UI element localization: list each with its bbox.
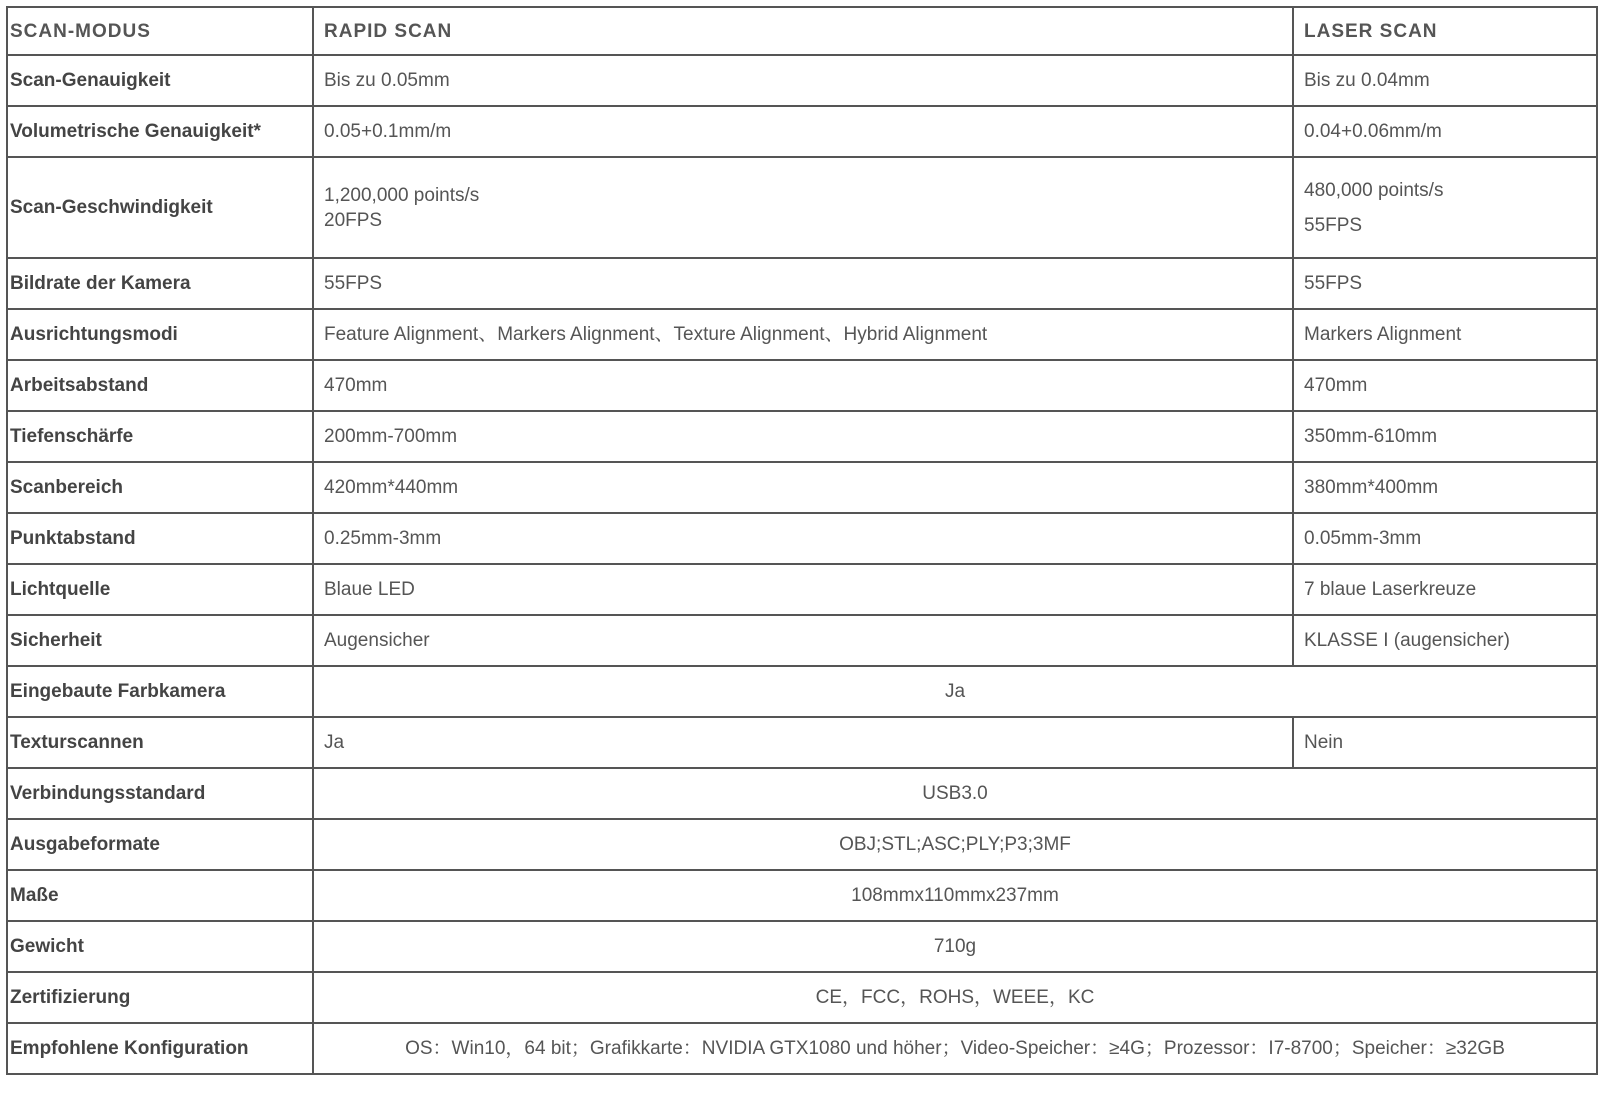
table-row	[7, 666, 1597, 717]
table-row	[7, 564, 1597, 615]
row-label: Verbindungsstandard	[7, 768, 313, 819]
table-row	[7, 972, 1597, 1023]
shared-value: 108mmx110mmx237mm	[313, 870, 1597, 921]
laser-value: 0.05mm-3mm	[1293, 513, 1597, 564]
row-label: Sicherheit	[7, 615, 313, 666]
laser-value: Bis zu 0.04mm	[1293, 55, 1597, 106]
table-row	[7, 819, 1597, 870]
rapid-value: 470mm	[313, 360, 1293, 411]
table-row	[7, 360, 1597, 411]
rapid-value	[313, 157, 1293, 258]
rapid-value-line: 20FPS	[324, 209, 383, 231]
shared-value: 710g	[313, 921, 1597, 972]
laser-value-line: 55FPS	[1304, 214, 1363, 236]
rapid-value: 200mm-700mm	[313, 411, 1293, 462]
laser-value: Nein	[1293, 717, 1597, 768]
table-row	[7, 157, 1597, 258]
rapid-value: Augensicher	[313, 615, 1293, 666]
row-label: Maße	[7, 870, 313, 921]
laser-value: KLASSE I (augensicher)	[1293, 615, 1597, 666]
row-label: Scanbereich	[7, 462, 313, 513]
rapid-value-line: 1,200,000 points/s	[324, 184, 480, 206]
row-label: Zertifizierung	[7, 972, 313, 1023]
shared-value: OS：Win10，64 bit；Grafikkarte：NVIDIA GTX1080 und höher；Video-Speicher：≥4G；Prozessor：I7-8700；Speicher：≥32GB	[313, 1023, 1597, 1074]
table-row	[7, 717, 1597, 768]
row-label: Arbeitsabstand	[7, 360, 313, 411]
table-row	[7, 921, 1597, 972]
laser-value: 470mm	[1293, 360, 1597, 411]
rapid-value: 55FPS	[313, 258, 1293, 309]
table-row	[7, 615, 1597, 666]
table-header-row	[7, 7, 1597, 55]
row-label: Scan-Geschwindigkeit	[7, 157, 313, 258]
table-row	[7, 106, 1597, 157]
header-rapid-scan: RAPID SCAN	[313, 7, 1293, 55]
row-label: Punktabstand	[7, 513, 313, 564]
table-row	[7, 768, 1597, 819]
laser-value	[1293, 157, 1597, 258]
laser-value: 380mm*400mm	[1293, 462, 1597, 513]
table-row	[7, 513, 1597, 564]
row-label: Texturscannen	[7, 717, 313, 768]
rapid-value: Feature Alignment、Markers Alignment、Texture Alignment、Hybrid Alignment	[313, 309, 1293, 360]
row-label: Volumetrische Genauigkeit*	[7, 106, 313, 157]
rapid-value: 420mm*440mm	[313, 462, 1293, 513]
row-label: Ausrichtungsmodi	[7, 309, 313, 360]
rapid-value: 0.05+0.1mm/m	[313, 106, 1293, 157]
row-label: Eingebaute Farbkamera	[7, 666, 313, 717]
shared-value: CE，FCC，ROHS，WEEE，KC	[313, 972, 1597, 1023]
shared-value: USB3.0	[313, 768, 1597, 819]
laser-value: 55FPS	[1293, 258, 1597, 309]
table-row	[7, 1023, 1597, 1074]
row-label: Scan-Genauigkeit	[7, 55, 313, 106]
row-label: Empfohlene Konfiguration	[7, 1023, 313, 1074]
row-label: Ausgabeformate	[7, 819, 313, 870]
rapid-value: Blaue LED	[313, 564, 1293, 615]
table-row	[7, 258, 1597, 309]
laser-value-line: 480,000 points/s	[1304, 179, 1444, 201]
table-header	[7, 7, 1597, 55]
header-laser-scan: LASER SCAN	[1293, 7, 1597, 55]
shared-value: Ja	[313, 666, 1597, 717]
rapid-value: Bis zu 0.05mm	[313, 55, 1293, 106]
rapid-value: Ja	[313, 717, 1293, 768]
header-scan-mode: SCAN-MODUS	[7, 7, 313, 55]
row-label: Tiefenschärfe	[7, 411, 313, 462]
row-label: Bildrate der Kamera	[7, 258, 313, 309]
laser-value: 0.04+0.06mm/m	[1293, 106, 1597, 157]
row-label: Gewicht	[7, 921, 313, 972]
table-row	[7, 870, 1597, 921]
table-row	[7, 309, 1597, 360]
laser-value: Markers Alignment	[1293, 309, 1597, 360]
table-row	[7, 462, 1597, 513]
laser-value: 350mm-610mm	[1293, 411, 1597, 462]
row-label: Lichtquelle	[7, 564, 313, 615]
laser-value: 7 blaue Laserkreuze	[1293, 564, 1597, 615]
shared-value: OBJ;STL;ASC;PLY;P3;3MF	[313, 819, 1597, 870]
spec-table	[6, 6, 1598, 1075]
table-row	[7, 411, 1597, 462]
table-body	[7, 55, 1597, 1074]
table-row	[7, 55, 1597, 106]
rapid-value: 0.25mm-3mm	[313, 513, 1293, 564]
